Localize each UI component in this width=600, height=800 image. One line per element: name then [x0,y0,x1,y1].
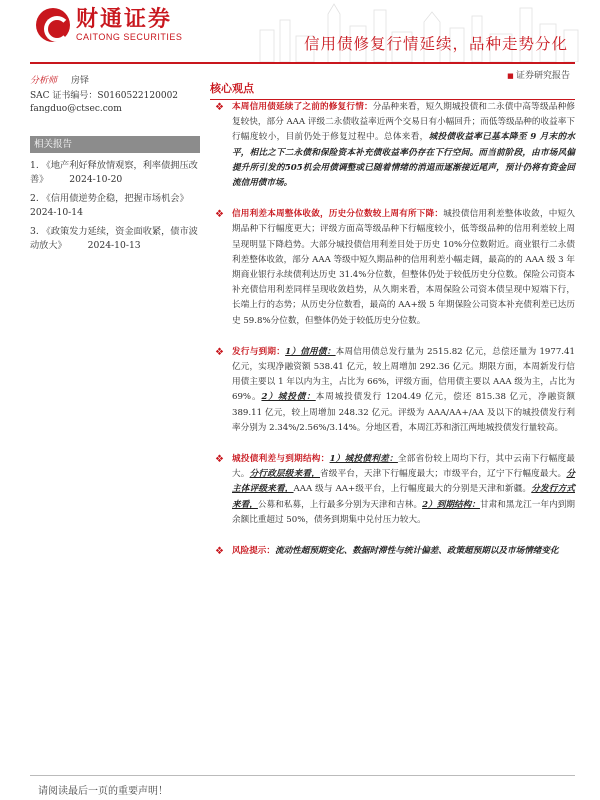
report-title: 信用债修复行情延续，品种走势分化 [303,35,568,53]
diamond-bullet-icon: ❖ [215,209,224,221]
related-reports-heading: 相关报告 [30,136,200,153]
core-views-heading: 核心观点 [210,80,575,100]
header-divider [30,62,575,64]
related-report-title: 2. 《信用债逆势企稳，把握市场机会》 [30,193,189,204]
paragraph-text: 分品种来看，短久期城投债和二永债中高等级品种修复较快，部分 AAA 评级二永债收益率近两个交易日有小幅回升；而低等级品种的收益率下行幅度较小，目前仍处于修复过程中。总体来看， [232,102,575,143]
paragraph-text: 全部省份较上周均下行，其中云南下行幅度最大。 [232,454,575,480]
related-report-item[interactable] [30,159,200,187]
paragraph-lgfv-spread [210,452,575,528]
paragraph-lead: 城投债利差与到期结构： [232,454,330,465]
main-content [210,100,575,559]
paragraph-text: 本周信用债总发行量为 2515.82 亿元，总偿还量为 1977.41 亿元，实现净融资额 538.41 亿元，较上周增加 292.36 亿元。期限方面，本周新发行信用债主要以 1 年以内为主，占比为 66%，评级方面，信用债主要以 AAA 级为主，占比为 69%。 [232,346,575,403]
related-report-item[interactable] [30,192,200,220]
caitong-logo-icon [36,8,70,42]
related-reports-list [30,159,200,253]
paragraph-text: 省级平台，天津下行幅度最大；市级平台，辽宁下行幅度最大。 [320,469,567,480]
diamond-bullet-icon: ❖ [215,546,224,558]
paragraph-emphasis: 而当前阶段，由市场风偏提升所引发的505机会用债调整或已随着情绪的消退而逐渐接近尾声，预计仍将有资金回流信用债市场。 [232,147,575,189]
paragraph-lead: 发行与到期： [232,346,286,357]
paragraph-subhead: 分主体评级来看， [232,469,575,495]
related-report-item[interactable] [30,225,200,253]
related-report-date: 2024-10-14 [30,207,83,218]
analyst-email[interactable]: fangduo@ctsec.com [30,104,122,114]
paragraph-text: 公募和私募，上行最多分别为天津和吉林。 [257,499,423,510]
sac-cert: SAC 证书编号：S0160522120002 [30,91,179,101]
page-header [0,0,600,62]
paragraph-text: 城投债信用利差整体收敛，中短久期品种下行幅度更大；评级方面高等级品种下行幅度较小，低等级品种的信用利差较上周呈现明显下降趋势。大部分城投债信用利差目处于历史 10%分位数附近。商业银行二永债利差整体收敛，部分 AAA 等级中短久期品种的信用利差小幅走阔，最高的的 AAA 级 3 年期商业银行永续债利达历史 31.4%分位数，但整体仍处于较低历史分位数。保险公司资本补充债信用利差同样呈现收敛趋势，从久期来看，本周保险公司资本债呈现中短端下行，长端上行的态势；从历史分位数看，最高的 AA+级 5 年期保险公司资本补充债利差已达历史 59.8%分位数，但整体仍处于较低历史分位数。 [232,209,575,326]
paragraph-text: 本周城投债发行 1204.49 亿元，偿还 815.38 亿元，净融资额 389.11 亿元，较上周增加 248.32 亿元。评级为 AAA/AA+/AA 及以下的城投债发行利率分别为 2.34%/2.56%/3.14%。分地区看，本周江苏和浙江两地城投债发行量较高。 [232,392,575,433]
footer-divider [30,775,575,776]
paragraph-issuance-maturity [210,345,575,436]
diamond-bullet-icon: ❖ [215,102,224,113]
paragraph-emphasis: 城投债收益率已基本降至 9 月末的水平，相比之下二永债和保险资本补充债收益率仍存在下行空间。 [232,132,575,158]
sidebar [30,75,200,258]
paragraph-subhead: 分发行方式来看， [232,484,575,510]
paragraph-credit-spread [210,207,575,329]
footer-disclaimer: 请阅读最后一页的重要声明！ [38,786,168,797]
paragraph-subhead: 1）信用债： [285,346,336,357]
paragraph-subhead: 2）到期结构： [422,499,480,510]
analyst-label: 分析师 [30,76,58,86]
related-report-date: 2024-10-13 [87,240,141,251]
paragraph-lead: 风险提示： [232,546,275,557]
analyst-name: 房铎 [71,76,90,86]
paragraph-subhead: 分行政层级来看， [249,469,320,480]
caitong-logo [36,8,182,42]
analyst-row [30,75,200,88]
paragraph-text: 甘肃和黑龙江一年内到期余额比重超过 50%，债务到期集中兑付压力较大。 [232,499,575,525]
paragraph-text: AAA 级与 AA+级平台，上行幅度最大的分别是天津和新疆。 [293,484,532,495]
logo-en-text: CAITONG SECURITIES [76,32,183,42]
paragraph-risk-warning [210,544,575,559]
logo-cn-text: 财通证券 [76,7,173,32]
paragraph-lead: 信用利差本周整体收敛，历史分位数较上周有所下降： [232,209,444,220]
paragraph-subhead: 2）城投债： [261,392,316,403]
paragraph-emphasis: 流动性超预期变化、数据时滞性与统计偏差、政策超预期以及市场情绪变化 [274,546,559,557]
paragraph-lead: 本周信用债延续了之前的修复行情： [232,102,373,112]
diamond-bullet-icon: ❖ [215,346,224,358]
paragraph-repair-trend [210,100,575,191]
paragraph-subhead: 1）城投债利差： [329,454,398,465]
related-report-title: 1. 《地产利好释放情观察，利率债拥压改善》 [30,160,198,185]
related-report-title: 3. 《政策发力延续，资金面收紧，债市波动放大》 [30,226,198,251]
related-report-date: 2024-10-20 [69,174,123,185]
report-type-label: ■ 证券研究报告 [507,68,570,81]
diamond-bullet-icon: ❖ [215,454,224,466]
